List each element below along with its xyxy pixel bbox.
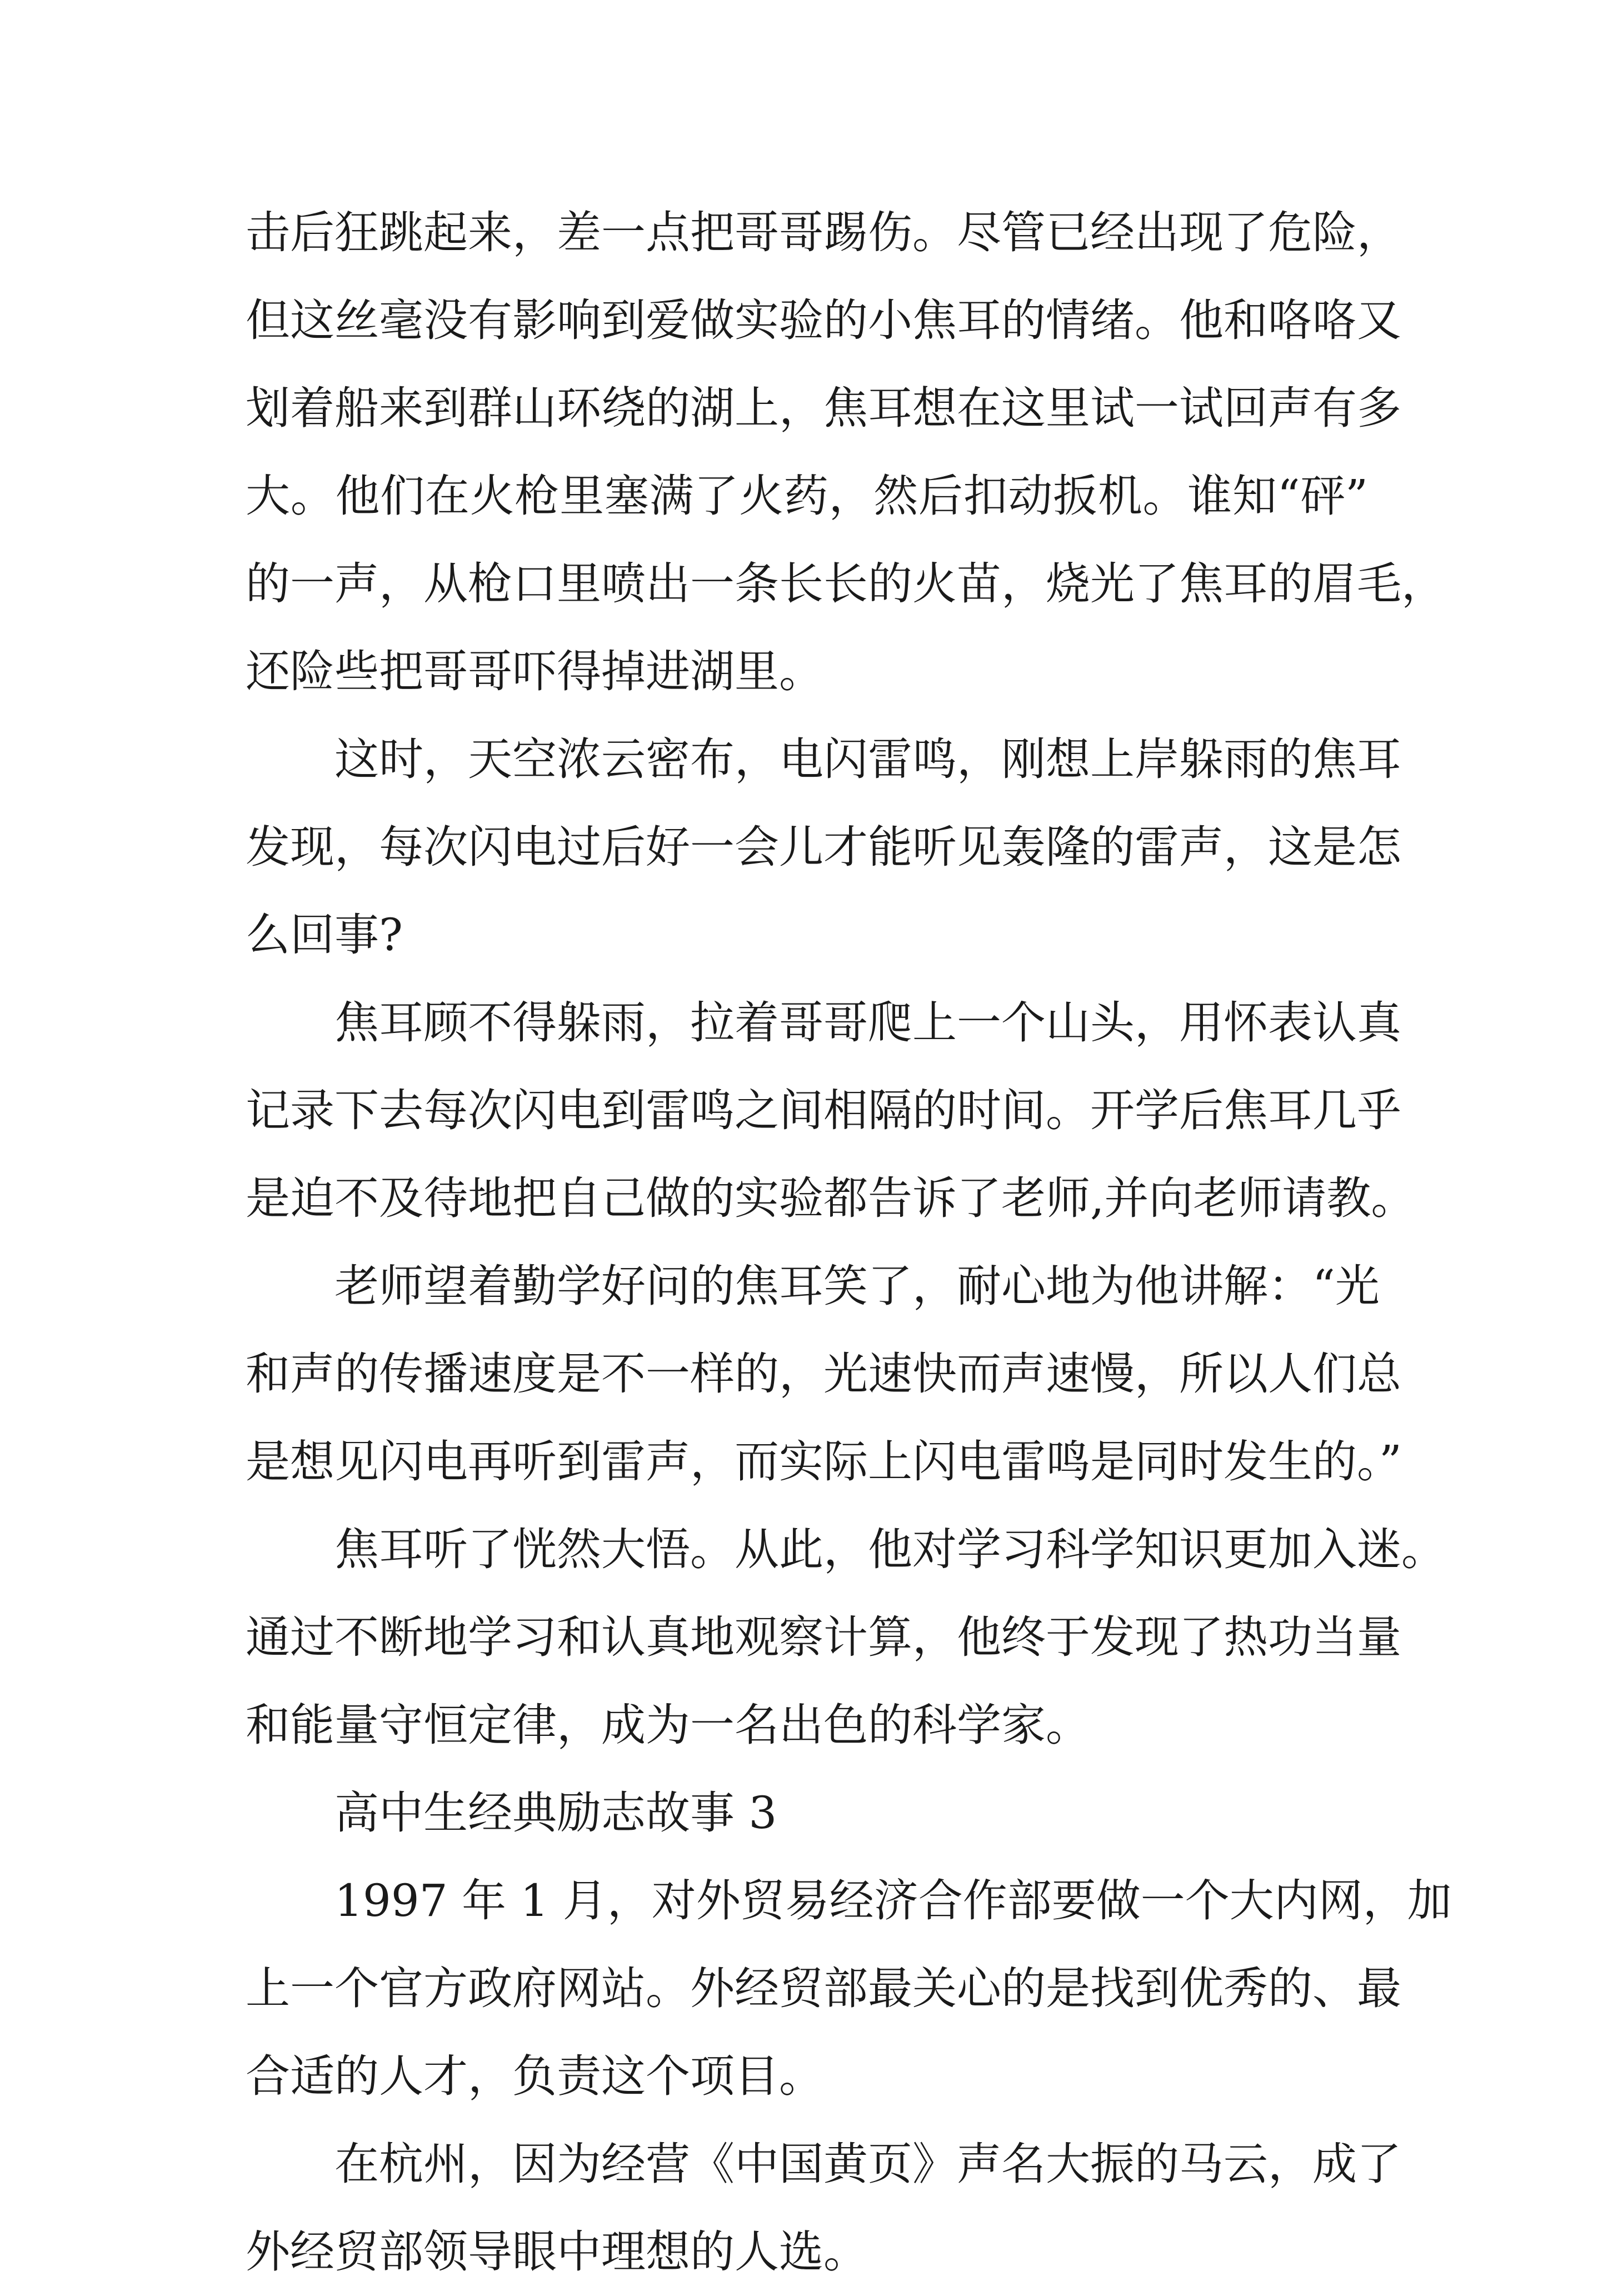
- section-heading: 高中生经典励志故事 3: [334, 1787, 777, 1839]
- text-line: 发现，每次闪电过后好一会儿才能听见轰隆的雷声，这是怎: [246, 821, 1401, 873]
- text-line: 还险些把哥哥吓得掉进湖里。: [246, 646, 823, 697]
- text-line: 是想见闪电再听到雷声，而实际上闪电雷鸣是同时发生的。”: [246, 1436, 1402, 1488]
- text-line: 击后狂跳起来，差一点把哥哥踢伤。尽管已经出现了危险，: [246, 207, 1401, 258]
- text-line: 外经贸部领导眼中理想的人选。: [246, 2226, 868, 2278]
- paragraph-start-line: 焦耳顾不得躲雨，拉着哥哥爬上一个山头，用怀表认真: [334, 997, 1401, 1049]
- document-body: [246, 189, 1452, 2296]
- paragraph-start-line: 老师望着勤学好问的焦耳笑了，耐心地为他讲解：“光: [334, 1260, 1380, 1312]
- text-line: 么回事?: [246, 909, 403, 961]
- paragraph-start-line: 焦耳听了恍然大悟。从此，他对学习科学知识更加入迷。: [334, 1524, 1446, 1575]
- text-line: 的一声，从枪口里喷出一条长长的火苗，烧光了焦耳的眉毛，: [246, 558, 1446, 610]
- text-line: 通过不断地学习和认真地观察计算，他终于发现了热功当量: [246, 1611, 1401, 1663]
- text-line: 记录下去每次闪电到雷鸣之间相隔的时间。开学后焦耳几乎: [246, 1085, 1401, 1136]
- text-line: 但这丝毫没有影响到爱做实验的小焦耳的情绪。他和咯咯又: [246, 295, 1401, 346]
- text-line: 是迫不及待地把自己做的实验都告诉了老师,并向老师请教。: [246, 1172, 1416, 1224]
- paragraph-start-line: 这时，天空浓云密布，电闪雷鸣，刚想上岸躲雨的焦耳: [334, 733, 1401, 785]
- text-line: 和声的传播速度是不一样的，光速快而声速慢，所以人们总: [246, 1348, 1401, 1400]
- text-line: 上一个官方政府网站。外经贸部最关心的是找到优秀的、最: [246, 1963, 1401, 2014]
- text-line: 和能量守恒定律，成为一名出色的科学家。: [246, 1699, 1090, 1751]
- paragraph-start-line: 在杭州，因为经营《中国黄页》声名大振的马云，成了: [334, 2138, 1401, 2190]
- text-line: 划着船来到群山环绕的湖上，焦耳想在这里试一试回声有多: [246, 382, 1401, 434]
- text-line: 合适的人才，负责这个项目。: [246, 2050, 823, 2102]
- paragraph-start-line: 1997 年 1 月，对外贸易经济合作部要做一个大内网，加: [334, 1875, 1452, 1926]
- text-line: 大。他们在火枪里塞满了火药，然后扣动扳机。谁知“砰”: [246, 470, 1368, 522]
